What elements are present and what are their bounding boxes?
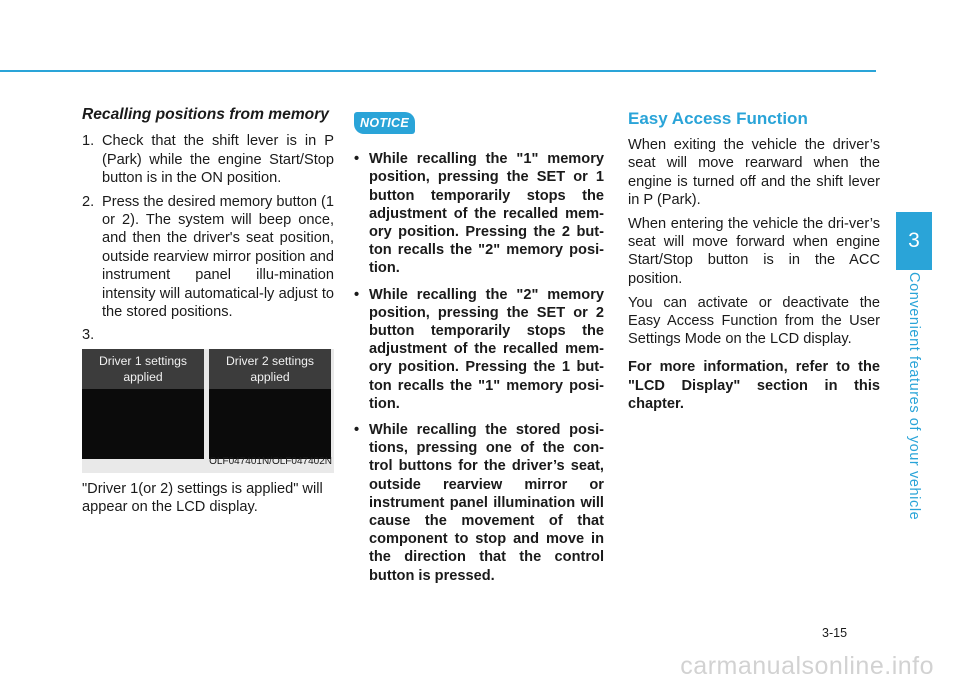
lcd-screen-driver-1: [82, 349, 204, 459]
list-item: [354, 286, 604, 413]
step-1: [82, 132, 334, 187]
paragraph: When exiting the vehicle the driver’s seat will move rearward when the engine is turned off and the shift lever in P (Park).: [628, 137, 880, 208]
watermark: carmanualsonline.info: [680, 652, 934, 680]
list-item-text: While recalling the "2" memory position, pressing the SET or 2 button temporarily stops the adjustment of the recalled mem-ory position. Pressing the 1 but-ton recalls the "1" memory posi-tion.: [369, 286, 604, 412]
bullet-icon: •: [354, 151, 360, 168]
lcd-message-line-1: Driver 2 settings: [225, 353, 315, 368]
lcd-figure: [82, 349, 334, 473]
list-item-text: While recalling the "1" memory position, pressing the SET or 1 button temporarily stops the adjustment of the recalled mem-ory position. Pressing the 2 but-ton recalls the "2" memory posi-tion.: [369, 151, 604, 277]
paragraph: When entering the vehicle the dri-ver’s seat will move forward when engine Start/Stop button is in the ACC position.: [628, 216, 880, 287]
column-notice: [354, 112, 604, 593]
reference-paragraph: For more information, refer to the "LCD Display" section in this chapter.: [628, 359, 880, 412]
step-number: 1.: [82, 133, 95, 150]
bullet-icon: •: [354, 286, 360, 303]
figure-caption: OLF047401N/OLF047402N: [209, 456, 332, 468]
lcd-message-band: [82, 349, 204, 389]
notice-badge: NOTICE: [354, 112, 415, 134]
step-text: [102, 326, 334, 344]
paragraph: You can activate or deactivate the Easy Access Function from the User Settings Mode on the LCD display.: [628, 294, 880, 348]
chapter-tab: 3: [896, 212, 932, 270]
list-item-text: While recalling the stored posi-tions, pressing one of the con-trol buttons for the driver’s seat, outside rearview mirror or instrument panel illumination will cause the movement of that component to stop and move in the direction that the control button is pressed.: [369, 422, 604, 584]
section-title: Easy Access Function: [628, 109, 808, 128]
step-text: Check that the shift lever is in P (Park) while the engine Start/Stop button is in the ON position.: [102, 133, 334, 187]
lcd-screen-driver-2: [209, 349, 331, 459]
figure-description: "Driver 1(or 2) settings is applied" will appear on the LCD display.: [82, 480, 323, 516]
step-2: [82, 193, 334, 322]
lcd-message-line-1: Driver 1 settings: [98, 353, 188, 368]
column-memory-recall: [82, 106, 334, 517]
step-text: Press the desired memory button (1 or 2). The system will beep once, and then the driver's seat position, outside rearview mirror position and instrument panel illu-mination intensity will automatical-ly adjust to the stored positions.: [102, 193, 334, 321]
step-3: [82, 326, 334, 344]
list-item: [354, 421, 604, 585]
page-number: 3-15: [822, 626, 848, 640]
column-easy-access: [628, 110, 880, 419]
chapter-label-text: Convenient features of your vehicle: [906, 272, 922, 521]
step-number: 2.: [82, 193, 95, 210]
notice-list: [354, 150, 604, 585]
lcd-message-line-2: applied: [250, 369, 290, 384]
step-number: 3.: [82, 327, 95, 344]
list-item: [354, 150, 604, 277]
bullet-icon: •: [354, 422, 360, 439]
lcd-message-band: [209, 349, 331, 389]
section-heading: Recalling positions from memory: [82, 106, 329, 123]
top-rule: [0, 70, 876, 72]
lcd-message-line-2: applied: [123, 369, 163, 384]
